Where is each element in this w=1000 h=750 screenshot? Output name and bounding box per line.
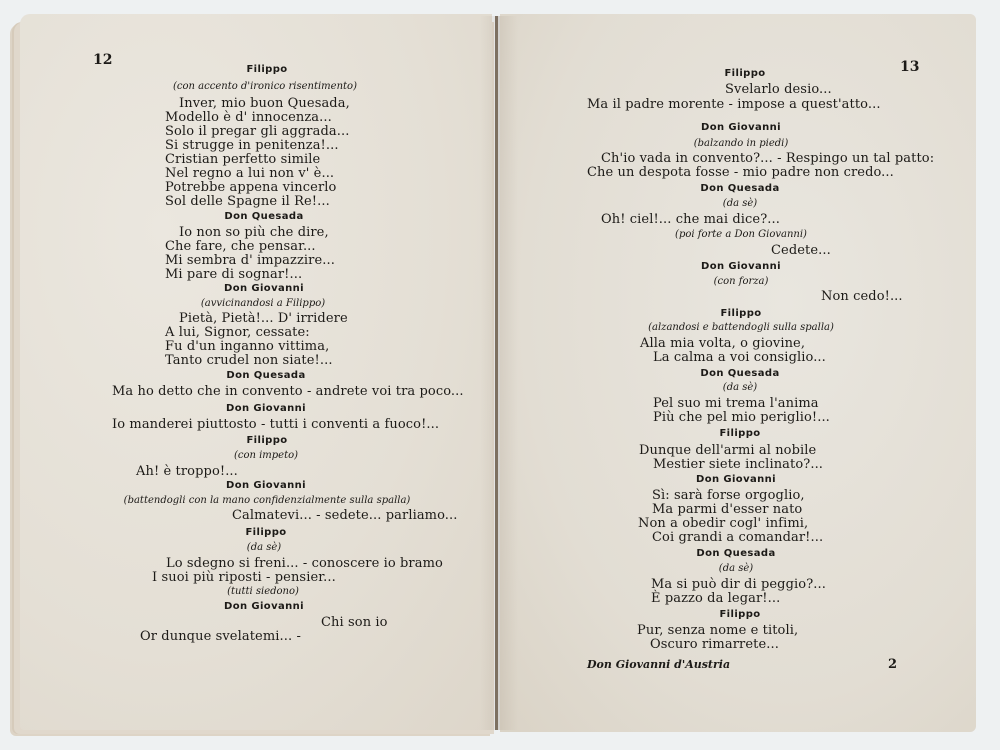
verse-line: Non cedo!... xyxy=(821,289,903,304)
stage-direction: (poi forte a Don Giovanni) xyxy=(675,229,807,240)
verse-line: La calma a voi consiglio... xyxy=(653,350,826,365)
verse-line: Alla mia volta, o giovine, xyxy=(640,336,806,351)
verse-line: Ch'io vada in convento?... - Respingo un tal patto: xyxy=(601,151,935,166)
verse-line: Inver, mio buon Quesada, xyxy=(179,96,350,111)
stage-direction: (con impeto) xyxy=(233,450,299,461)
verse-line: Oh! ciel!... che mai dice?... xyxy=(601,212,780,227)
verse-line: Ma ho detto che in convento - andrete voi tra poco... xyxy=(112,384,464,399)
verse-line: Coi grandi a comandar!... xyxy=(652,530,824,545)
page-number-right: 13 xyxy=(900,59,920,75)
verse-line: Sì: sarà forse orgoglio, xyxy=(652,488,805,503)
verse-line: Io manderei piuttosto - tutti i conventi a fuoco!... xyxy=(112,417,440,432)
speaker-name: Filippo xyxy=(245,527,287,538)
stage-direction: (battendogli con la mano confidenzialmente sulla spalla) xyxy=(123,495,411,506)
stage-direction: (da sè) xyxy=(722,198,758,209)
verse-line: Ma si può dir di peggio?... xyxy=(651,577,826,592)
verse-line: Sol delle Spagne il Re!... xyxy=(165,194,330,209)
stage-direction: (con accento d'ironico risentimento) xyxy=(173,81,357,92)
verse-line: Cristian perfetto simile xyxy=(165,152,321,167)
verse-line: Pietà, Pietà!... D' irridere xyxy=(179,311,348,326)
speaker-name: Don Giovanni xyxy=(225,480,307,491)
speaker-name: Filippo xyxy=(719,609,761,620)
speaker-name: Don Giovanni xyxy=(223,601,305,612)
verse-line: Mi sembra d' impazzire... xyxy=(165,253,335,268)
stage-direction: (da sè) xyxy=(718,563,754,574)
stage-direction: (alzandosi e battendogli sulla spalla) xyxy=(648,322,834,333)
verse-line: Lo sdegno si freni... - conoscere io bramo xyxy=(166,556,443,571)
verse-line: Nel regno a lui non v' è... xyxy=(165,166,335,181)
verse-line: Non a obedir cogl' infimi, xyxy=(638,516,809,531)
verse-line: Mestier siete inclinato?... xyxy=(653,457,824,472)
speaker-name: Don Quesada xyxy=(224,211,304,222)
gutter-shadow-right xyxy=(498,16,518,730)
stage-direction: (tutti siedono) xyxy=(227,586,299,597)
verse-line: Chi son io xyxy=(321,615,388,630)
verse-line: Pur, senza nome e titoli, xyxy=(637,623,799,638)
running-footer-title: Don Giovanni d'Austria xyxy=(587,658,731,671)
stage-direction: (da sè) xyxy=(246,542,282,553)
stage-direction: (avvicinandosi a Filippo) xyxy=(200,298,326,309)
verse-line: Ma il padre morente - impose a quest'atto... xyxy=(587,97,881,112)
speaker-name: Don Quesada xyxy=(226,370,306,381)
stage-direction: (con forza) xyxy=(713,276,769,287)
verse-line: Mi pare di sognar!... xyxy=(165,267,303,282)
verse-line: Svelarlo desio... xyxy=(725,82,832,97)
verse-line: Si strugge in penitenza!... xyxy=(165,138,339,153)
verse-line: Pel suo mi trema l'anima xyxy=(653,396,819,411)
speaker-name: Filippo xyxy=(246,435,288,446)
speaker-name: Don Giovanni xyxy=(695,474,777,485)
verse-line: A lui, Signor, cessate: xyxy=(165,325,310,340)
verse-line: Or dunque svelatemi... - xyxy=(140,629,301,644)
verse-line: Fu d'un inganno vittima, xyxy=(165,339,330,354)
speaker-name: Don Giovanni xyxy=(223,283,305,294)
verse-line: Io non so più che dire, xyxy=(179,225,329,240)
book-gutter xyxy=(495,16,498,730)
verse-line: Che fare, che pensar... xyxy=(165,239,316,254)
speaker-name: Filippo xyxy=(246,64,288,75)
verse-line: Dunque dell'armi al nobile xyxy=(639,443,817,458)
speaker-name: Don Quesada xyxy=(700,368,780,379)
stage-direction: (da sè) xyxy=(722,382,758,393)
verse-line: Solo il pregar gli aggrada... xyxy=(165,124,350,139)
signature-mark: 2 xyxy=(888,657,898,672)
verse-line: Che un despota fosse - mio padre non credo... xyxy=(587,165,894,180)
speaker-name: Don Giovanni xyxy=(225,403,307,414)
speaker-name: Don Quesada xyxy=(696,548,776,559)
speaker-name: Don Giovanni xyxy=(700,261,782,272)
verse-line: Ah! è troppo!... xyxy=(136,464,238,479)
verse-line: Oscuro rimarrete... xyxy=(650,637,779,652)
verse-line: È pazzo da legar!... xyxy=(651,591,781,606)
verse-line: Potrebbe appena vincerlo xyxy=(165,180,337,195)
verse-line: Ma parmi d'esser nato xyxy=(652,502,803,517)
speaker-name: Filippo xyxy=(719,428,761,439)
speaker-name: Don Giovanni xyxy=(700,122,782,133)
speaker-name: Don Quesada xyxy=(700,183,780,194)
verse-line: Tanto crudel non siate!... xyxy=(165,353,333,368)
stage-direction: (balzando in piedi) xyxy=(693,138,789,149)
verse-line: Modello è d' innocenza... xyxy=(165,110,332,125)
page-number-left: 12 xyxy=(93,52,113,68)
verse-line: Cedete... xyxy=(771,243,831,258)
speaker-name: Filippo xyxy=(724,68,766,79)
verse-line: Più che pel mio periglio!... xyxy=(653,410,830,425)
verse-line: Calmatevi... - sedete... parliamo... xyxy=(232,508,458,523)
verse-line: I suoi più riposti - pensier... xyxy=(152,570,336,585)
speaker-name: Filippo xyxy=(720,308,762,319)
